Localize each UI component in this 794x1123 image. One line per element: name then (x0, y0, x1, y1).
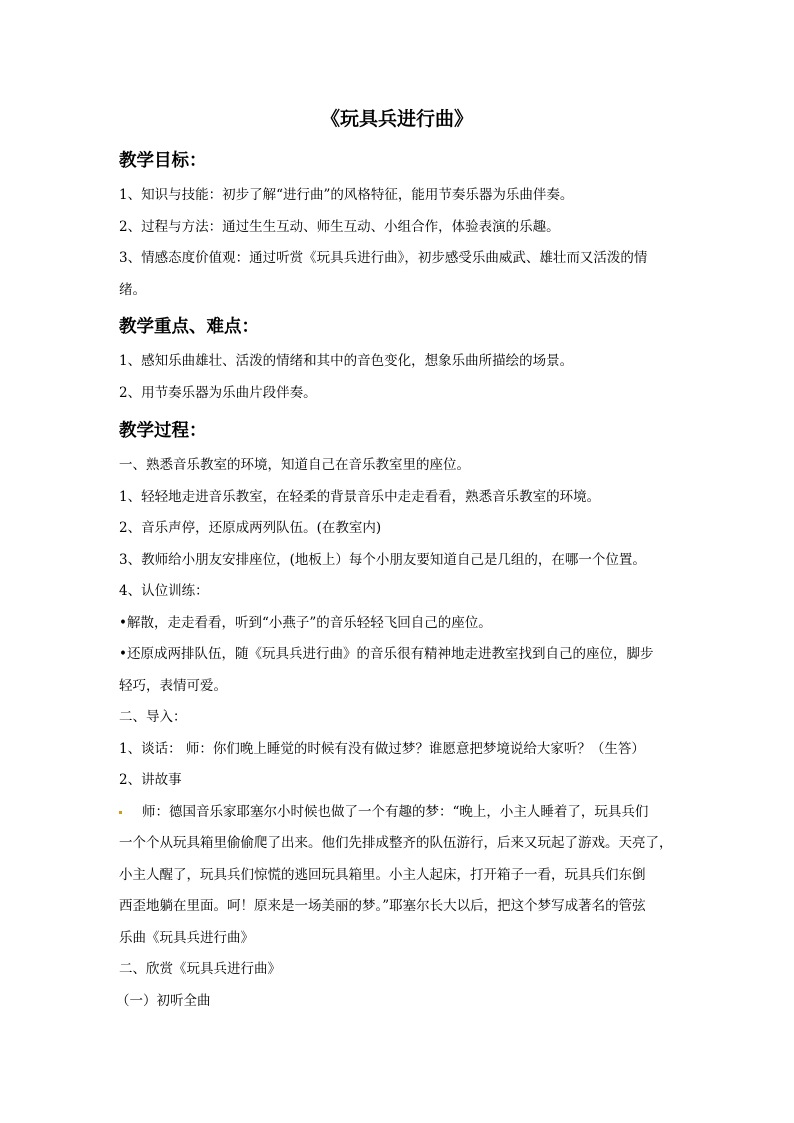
story-line-4: 西歪地躺在里面。呵！原来是一场美丽的梦。”耶塞尔长大以后，把这个梦写成著名的管弦 (119, 898, 646, 914)
process-line: 2、讲故事 (119, 772, 182, 788)
objective-3-cont: 绪。 (119, 282, 146, 298)
process-line: 1、谈话： 师：你们晚上睡觉的时候有没有做过梦？谁愿意把梦境说给大家听？（生答） (119, 741, 645, 757)
process-line: 轻巧，表情可爱。 (119, 678, 227, 694)
heading-key-points: 教学重点、难点： (119, 317, 259, 337)
process-line: （一）初听全曲 (116, 993, 211, 1009)
process-line: 4、认位训练： (119, 583, 209, 599)
process-line: 3、教师给小朋友安排座位，(地板上）每个小朋友要知道自己是几组的，在哪一个位置。 (119, 552, 646, 568)
objective-3: 3、情感态度价值观：通过听赏《玩具兵进行曲》，初步感受乐曲威武、雄壮而又活泼的情 (119, 250, 648, 266)
process-line: 2、音乐声停，还原成两列队伍。(在教室内) (119, 520, 382, 536)
story-line-3: 小主人醒了，玩具兵们惊慌的逃回玩具箱里。小主人起床，打开箱子一看，玩具兵们东倒 (119, 867, 646, 883)
heading-objectives: 教学目标： (119, 151, 207, 171)
process-line: 二、导入： (119, 709, 187, 725)
story-line-2: 一个个从玩具箱里偷偷爬了出来。他们先排成整齐的队伍游行，后来又玩起了游戏。天亮了， (119, 835, 673, 851)
key-point-1: 1、感知乐曲雄壮、活泼的情绪和其中的音色变化，想象乐曲所描绘的场景。 (119, 353, 574, 369)
story-line-5: 乐曲《玩具兵进行曲》 (119, 930, 254, 946)
objective-2: 2、过程与方法：通过生生互动、师生互动、小组合作，体验表演的乐趣。 (119, 219, 560, 235)
heading-process: 教学过程： (119, 421, 207, 441)
process-line: 1、轻轻地走进音乐教室，在轻柔的背景音乐中走走看看，熟悉音乐教室的环境。 (119, 489, 601, 505)
process-bullet: •解散，走走看看，听到“小燕子”的音乐轻轻飞回自己的座位。 (119, 615, 492, 631)
process-line: 二、欣赏《玩具兵进行曲》 (119, 961, 281, 977)
story-text: 师：德国音乐家耶塞尔小时候也做了一个有趣的梦：“晚上，小主人睡着了，玩具兵们 (142, 804, 649, 820)
process-bullet: •还原成两排队伍，随《玩具兵进行曲》的音乐很有精神地走进教室找到自己的座位，脚步 (119, 646, 654, 662)
process-line: 一、熟悉音乐教室的环境，知道自己在音乐教室里的座位。 (119, 457, 470, 473)
document-title: 《玩具兵进行曲》 (320, 108, 473, 130)
story-line-1 (119, 803, 679, 821)
key-point-2: 2、用节奏乐器为乐曲片段伴奏。 (119, 385, 317, 401)
objective-1: 1、知识与技能：初步了解“进行曲”的风格特征，能用节奏乐器为乐曲伴奏。 (119, 187, 574, 203)
bullet-mark (119, 811, 122, 814)
